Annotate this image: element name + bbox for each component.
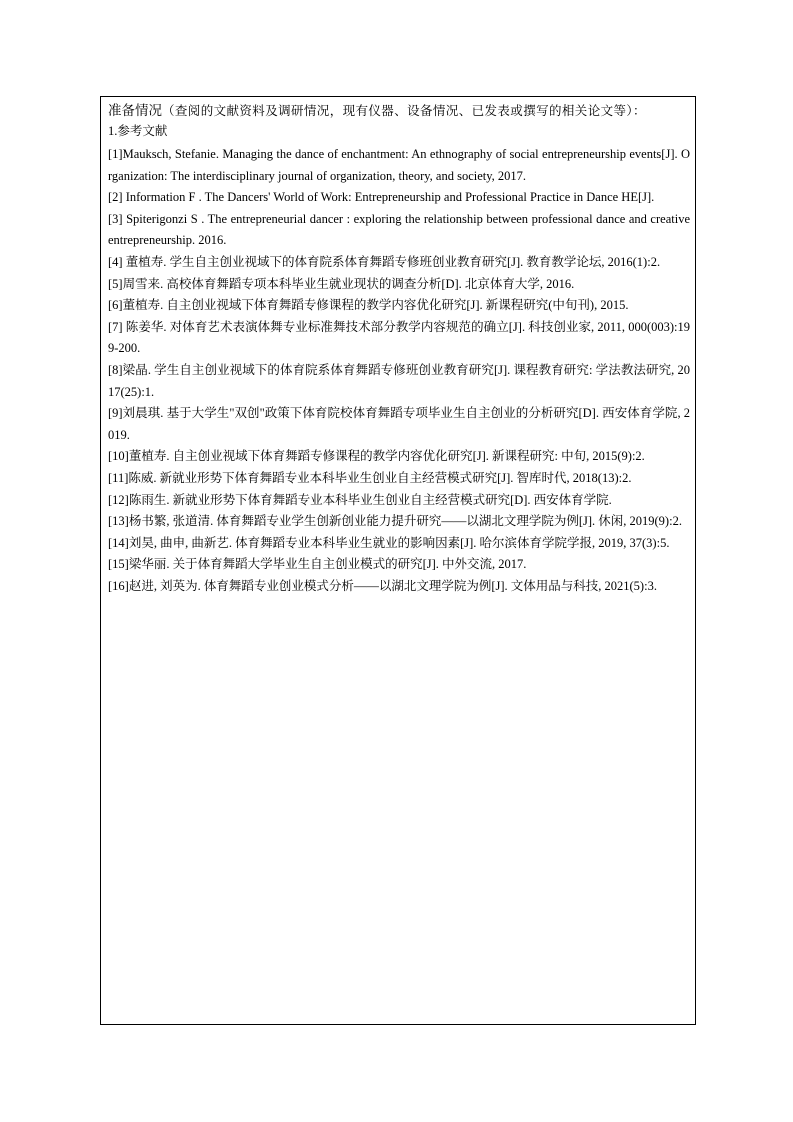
reference-item: [13]杨书繁, 张道清. 体育舞蹈专业学生创新创业能力提升研究——以湖北文理学院为例[J]. 休闲, 2019(9):2. <box>108 514 682 529</box>
reference-item: [8]梁晶. 学生自主创业视域下的体育院系体育舞蹈专修班创业教育研究[J]. 课程教育研究: 学法教法研究, 2017(25):1. <box>108 362 690 399</box>
section-heading <box>108 101 690 121</box>
cell-content <box>108 101 690 597</box>
references-title: 1.参考文献 <box>108 124 168 138</box>
reference-item: [7] 陈姜华. 对体育艺术表演体舞专业标准舞技术部分教学内容规范的确立[J]. 科技创业家, 2011, 000(003):199-200. <box>108 319 690 356</box>
reference-item: [9]刘晨琪. 基于大学生"双创"政策下体育院校体育舞蹈专项毕业生自主创业的分析研究[D]. 西安体育学院, 2019. <box>108 406 690 442</box>
reference-item: [3] Spiterigonzi S . The entrepreneurial dancer : exploring the relationship between professional dance and creative entrepreneurship. 2016. <box>108 211 690 248</box>
reference-item: [5]周雪来. 高校体育舞蹈专项本科毕业生就业现状的调查分析[D]. 北京体育大学, 2016. <box>108 276 575 291</box>
heading-title: 准备情况 <box>108 103 162 118</box>
reference-item: [11]陈威. 新就业形势下体育舞蹈专业本科毕业生创业自主经营模式研究[J]. 智库时代, 2018(13):2. <box>108 470 632 485</box>
reference-item: [1]Mauksch, Stefanie. Managing the dance of enchantment: An ethnography of social entrepreneurship events[J]. Organization: The interdisciplinary journal of organization, theory, and society, 2017. <box>108 147 690 183</box>
reference-item: [12]陈雨生. 新就业形势下体育舞蹈专业本科毕业生创业自主经营模式研究[D]. 西安体育学院. <box>108 492 612 507</box>
form-table-cell <box>100 96 696 1025</box>
reference-item: [10]董植寿. 自主创业视域下体育舞蹈专修课程的教学内容优化研究[J]. 新课程研究: 中旬, 2015(9):2. <box>108 449 645 464</box>
reference-item: [4] 董植寿. 学生自主创业视域下的体育院系体育舞蹈专修班创业教育研究[J]. 教育教学论坛, 2016(1):2. <box>108 254 661 269</box>
heading-note: （查阅的文献资料及调研情况，现有仪器、设备情况、已发表或撰写的相关论文等）： <box>162 104 646 118</box>
reference-item: [16]赵进, 刘英为. 体育舞蹈专业创业模式分析——以湖北文理学院为例[J]. 文体用品与科技, 2021(5):3. <box>108 578 657 593</box>
reference-item: [15]梁华丽. 关于体育舞蹈大学毕业生自主创业模式的研究[J]. 中外交流, 2017. <box>108 557 527 572</box>
reference-list <box>108 144 690 597</box>
reference-item: [6]董植寿. 自主创业视域下体育舞蹈专修课程的教学内容优化研究[J]. 新课程研究(中旬刊), 2015. <box>108 298 629 313</box>
reference-item: [2] Information F . The Dancers' World of Work: Entrepreneurship and Professional Practice in Dance HE[J]. <box>108 190 655 205</box>
reference-item: [14]刘昊, 曲申, 曲新艺. 体育舞蹈专业本科毕业生就业的影响因素[J]. 哈尔滨体育学院学报, 2019, 37(3):5. <box>108 535 670 550</box>
